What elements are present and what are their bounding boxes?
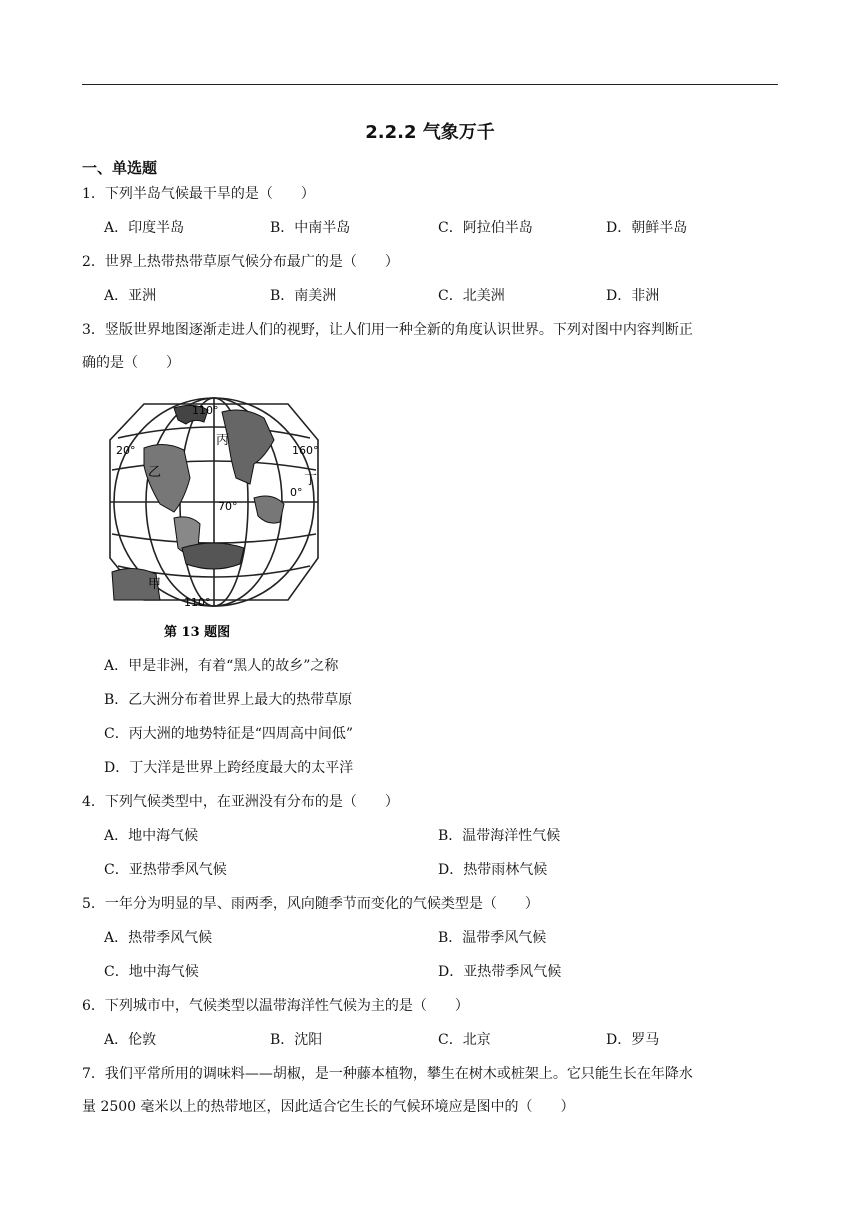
q2-option-a[interactable]: A．亚洲 (104, 288, 157, 304)
label-right-lon: 160° (292, 444, 319, 457)
question-5-stem: 5．一年分为明显的旱、雨两季，风向随季节而变化的气候类型是（ ） (82, 896, 539, 912)
label-yi: 乙 (148, 465, 162, 480)
q2-option-d[interactable]: D．非洲 (606, 288, 660, 304)
question-2-stem: 2．世界上热带热带草原气候分布最广的是（ ） (82, 254, 399, 270)
q6-option-b[interactable]: B．沈阳 (270, 1032, 323, 1048)
figure-caption: 第 13 题图 (164, 625, 231, 640)
q4-option-b[interactable]: B．温带海洋性气候 (438, 828, 561, 844)
q3-option-d[interactable]: D．丁大洋是世界上跨经度最大的太平洋 (104, 760, 354, 776)
q2-option-c[interactable]: C．北美洲 (438, 288, 505, 304)
world-map-figure (104, 388, 328, 644)
q3-option-c[interactable]: C．丙大洲的地势特征是“四周高中间低” (104, 726, 354, 742)
q1-option-c[interactable]: C．阿拉伯半岛 (438, 220, 533, 236)
question-1-stem: 1．下列半岛气候最干旱的是（ ） (82, 186, 315, 202)
label-top-lon: 110° (192, 404, 219, 417)
question-3-stem-line2: 确的是（ ） (82, 355, 180, 371)
q5-option-b[interactable]: B．温带季风气候 (438, 930, 547, 946)
section-heading: 一、单选题 (82, 159, 158, 177)
q2-option-b[interactable]: B．南美洲 (270, 288, 337, 304)
q5-option-a[interactable]: A．热带季风气候 (104, 930, 213, 946)
document-title: 2.2.2 气象万千 (365, 122, 495, 143)
question-7-stem-line2: 量 2500 毫米以上的热带地区，因此适合它生长的气候环境应是图中的（ ） (82, 1099, 575, 1115)
label-left-lon: 20° (116, 444, 136, 457)
label-jia: 甲 (148, 577, 162, 592)
question-6-stem: 6．下列城市中，气候类型以温带海洋性气候为主的是（ ） (82, 998, 469, 1014)
q1-option-a[interactable]: A．印度半岛 (104, 220, 185, 236)
label-bottom-lon: 110° (184, 596, 211, 609)
q6-option-a[interactable]: A．伦敦 (104, 1032, 157, 1048)
q4-option-a[interactable]: A．地中海气候 (104, 828, 199, 844)
q6-option-c[interactable]: C．北京 (438, 1032, 491, 1048)
question-3-stem-line1: 3．竖版世界地图逐渐走进人们的视野，让人们用一种全新的角度认识世界。下列对图中内容判断正 (82, 322, 693, 338)
q5-option-c[interactable]: C．地中海气候 (104, 964, 199, 980)
q1-option-b[interactable]: B．中南半岛 (270, 220, 351, 236)
q3-option-b[interactable]: B．乙大洲分布着世界上最大的热带草原 (104, 692, 353, 708)
q4-option-c[interactable]: C．亚热带季风气候 (104, 862, 227, 878)
label-ding: 丁 (304, 473, 318, 488)
q1-option-d[interactable]: D．朝鲜半岛 (606, 220, 688, 236)
q4-option-d[interactable]: D．热带雨林气候 (438, 862, 548, 878)
q5-option-d[interactable]: D．亚热带季风气候 (438, 964, 562, 980)
question-4-stem: 4．下列气候类型中，在亚洲没有分布的是（ ） (82, 794, 399, 810)
question-7-stem-line1: 7．我们平常所用的调味料——胡椒，是一种藤本植物，攀生在树木或桩架上。它只能生长在年降水 (82, 1066, 693, 1082)
label-zero: 0° (290, 486, 303, 499)
q6-option-d[interactable]: D．罗马 (606, 1032, 660, 1048)
label-center-lat: 70° (218, 500, 238, 513)
label-bing: 丙 (216, 433, 230, 448)
header-rule (82, 84, 778, 85)
q3-option-a[interactable]: A．甲是非洲，有着“黑人的故乡”之称 (104, 658, 339, 674)
